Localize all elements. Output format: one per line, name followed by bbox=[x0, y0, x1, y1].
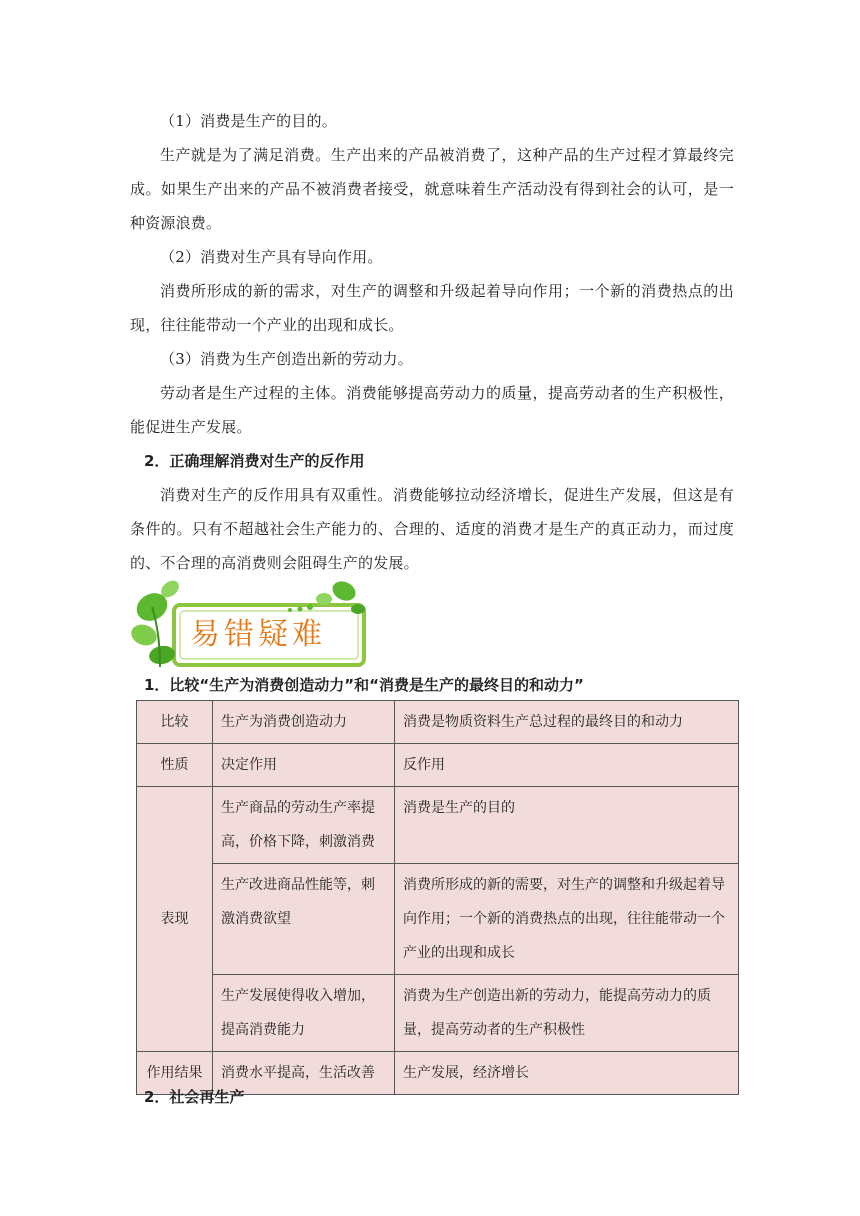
table-row-performance-2 bbox=[137, 864, 739, 975]
table-cell: 决定作用 bbox=[213, 744, 395, 787]
banner-yicuo-yinan bbox=[130, 577, 370, 671]
table-row-performance-1 bbox=[137, 787, 739, 864]
section-heading-social-reproduction: 2．社会再生产 bbox=[144, 1088, 245, 1106]
table-header-row bbox=[137, 701, 739, 744]
table-cell: 作用结果 bbox=[137, 1052, 213, 1095]
p1-body: 生产就是为了满足消费。生产出来的产品被消费了，这种产品的生产过程才算最终完成。如果生产出来的产品不被消费者接受，就意味着生产活动没有得到社会的认可，是一种资源浪费。 bbox=[130, 146, 734, 232]
p3-body: 劳动者是生产过程的主体。消费能够提高劳动力的质量，提高劳动者的生产积极性，能促进生产发展。 bbox=[130, 384, 734, 436]
table-cell: 性质 bbox=[137, 744, 213, 787]
table-cell: 比较 bbox=[137, 701, 213, 744]
table-cell: 生产发展，经济增长 bbox=[395, 1052, 739, 1095]
p3-title: （3）消费为生产创造出新的劳动力。 bbox=[160, 350, 413, 368]
table-cell: 生产改进商品性能等，刺激消费欲望 bbox=[213, 864, 395, 975]
table-cell: 消费所形成的新的需要，对生产的调整和升级起着导向作用；一个新的消费热点的出现，往往能带动一个产业的出现和成长 bbox=[395, 864, 739, 975]
table-cell: 消费水平提高，生活改善 bbox=[213, 1052, 395, 1095]
table-cell: 消费为生产创造出新的劳动力，能提高劳动力的质量，提高劳动者的生产积极性 bbox=[395, 975, 739, 1052]
section-heading-2: 2．正确理解消费对生产的反作用 bbox=[144, 452, 365, 470]
table-cell-performance-label: 表现 bbox=[137, 787, 213, 1052]
section-2-body: 消费对生产的反作用具有双重性。消费能够拉动经济增长，促进生产发展，但这是有条件的。只有不超越社会生产能力的、合理的、适度的消费才是生产的真正动力，而过度的、不合理的高消费则会阻碍生产的发展。 bbox=[130, 486, 734, 572]
table-row-performance-3 bbox=[137, 975, 739, 1052]
p2-body: 消费所形成的新的需求，对生产的调整和升级起着导向作用；一个新的消费热点的出现，往往能带动一个产业的出现和成长。 bbox=[130, 282, 734, 334]
comparison-table bbox=[136, 700, 739, 1095]
p1-title: （1）消费是生产的目的。 bbox=[160, 112, 337, 130]
table-cell: 消费是生产的目的 bbox=[395, 787, 739, 864]
table-cell: 生产发展使得收入增加，提高消费能力 bbox=[213, 975, 395, 1052]
table-cell: 反作用 bbox=[395, 744, 739, 787]
table-cell: 生产为消费创造动力 bbox=[213, 701, 395, 744]
table-cell: 消费是物质资料生产总过程的最终目的和动力 bbox=[395, 701, 739, 744]
banner-text: 易错疑难 bbox=[190, 617, 326, 652]
section-title-compare: 1．比较“生产为消费创造动力”和“消费是生产的最终目的和动力” bbox=[144, 676, 584, 694]
p2-title: （2）消费对生产具有导向作用。 bbox=[160, 248, 383, 266]
table-cell: 生产商品的劳动生产率提高，价格下降，刺激消费 bbox=[213, 787, 395, 864]
table-row-nature bbox=[137, 744, 739, 787]
